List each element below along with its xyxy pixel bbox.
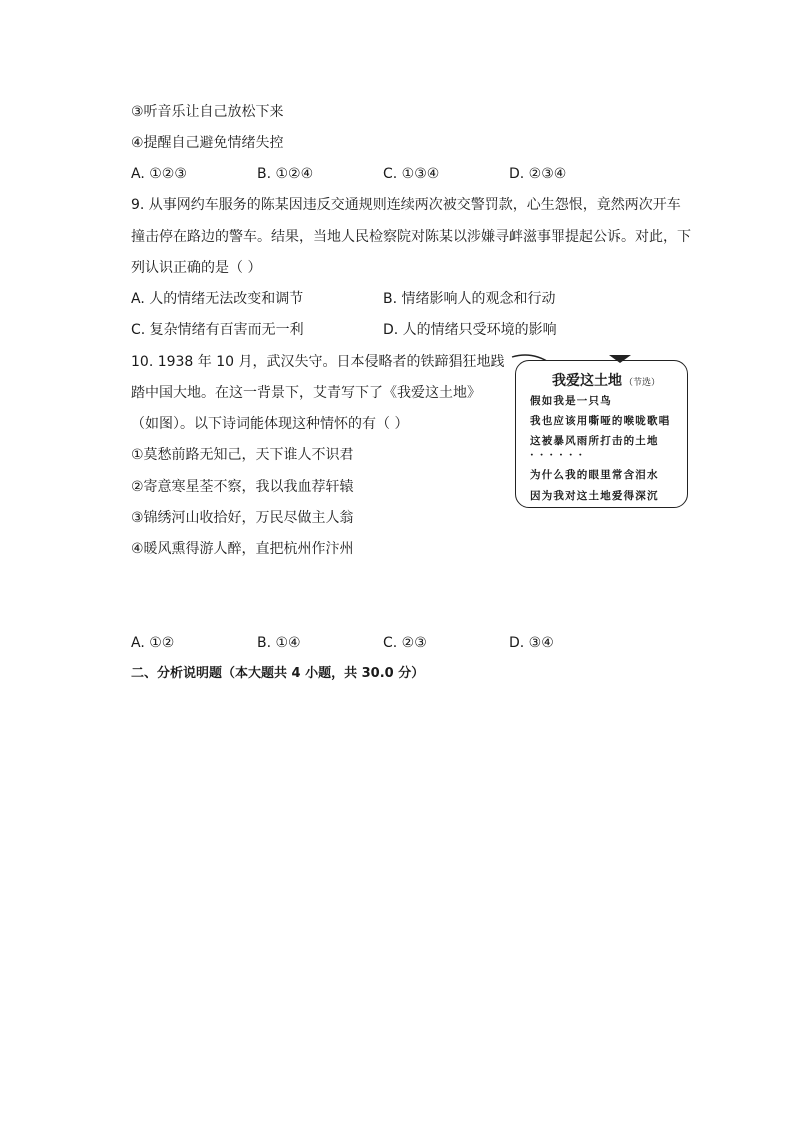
- q10-stem-line-1: 10. 1938 年 10 月，武汉失守。日本侵略者的铁蹄猖狂地践: [131, 354, 505, 370]
- q8-item-3: ③听音乐让自己放松下来: [131, 104, 284, 120]
- q8-option-c: C. ①③④: [383, 166, 440, 182]
- q10-item-3: ③锦绣河山收拾好，万民尽做主人翁: [131, 510, 354, 526]
- poem-line-1: 假如我是一只鸟: [530, 395, 612, 407]
- q9-option-a: A. 人的情绪无法改变和调节: [131, 291, 304, 307]
- poem-subtitle: （节选）: [624, 378, 661, 388]
- q10-item-2: ②寄意寒星荃不察，我以我血荐轩辕: [131, 479, 354, 495]
- q9-option-b: B. 情绪影响人的观念和行动: [383, 291, 556, 307]
- q8-option-b: B. ①②④: [257, 166, 314, 182]
- poem-line-4: 为什么我的眼里常含泪水: [530, 469, 659, 481]
- section-2-heading: 二、分析说明题（本大题共 4 小题，共 30.0 分）: [131, 666, 425, 681]
- q9-stem-line-3: 列认识正确的是（ ）: [131, 260, 262, 276]
- q10-item-4: ④暖风熏得游人醉，直把杭州作汴州: [131, 541, 354, 557]
- q8-option-a: A. ①②③: [131, 166, 187, 182]
- poem-ellipsis: · · · · · ·: [530, 449, 584, 461]
- poem-tab-icon: [609, 355, 631, 363]
- poem-title: [552, 370, 660, 390]
- q9-stem-line-1: 9. 从事网约车服务的陈某因违反交通规则连续两次被交警罚款，心生怨恨，竟然两次开车: [131, 197, 681, 213]
- q10-option-d: D. ③④: [509, 635, 554, 651]
- q8-option-d: D. ②③④: [509, 166, 567, 182]
- q10-stem-line-2: 踏中国大地。在这一背景下，艾青写下了《我爱这土地》: [131, 385, 481, 401]
- poem-figure: [515, 360, 688, 508]
- q9-stem-line-2: 撞击停在路边的警车。结果，当地人民检察院对陈某以涉嫌寻衅滋事罪提起公诉。对此，下: [131, 229, 691, 245]
- q10-item-1: ①莫愁前路无知己，天下谁人不识君: [131, 447, 354, 463]
- q10-stem-line-3: （如图）。以下诗词能体现这种情怀的有（ ）: [131, 416, 409, 432]
- poem-line-3: 这被暴风雨所打击的土地: [530, 435, 659, 447]
- q8-item-4: ④提醒自己避免情绪失控: [131, 135, 284, 151]
- poem-line-2: 我也应该用嘶哑的喉咙歌唱: [530, 415, 671, 427]
- q10-option-b: B. ①④: [257, 635, 301, 651]
- poem-title-text: 我爱这土地: [552, 373, 622, 389]
- q9-option-d: D. 人的情绪只受环境的影响: [383, 322, 557, 338]
- q9-option-c: C. 复杂情绪有百害而无一利: [131, 322, 304, 338]
- q10-option-a: A. ①②: [131, 635, 175, 651]
- q10-option-c: C. ②③: [383, 635, 427, 651]
- poem-line-5: 因为我对这土地爱得深沉: [530, 490, 659, 502]
